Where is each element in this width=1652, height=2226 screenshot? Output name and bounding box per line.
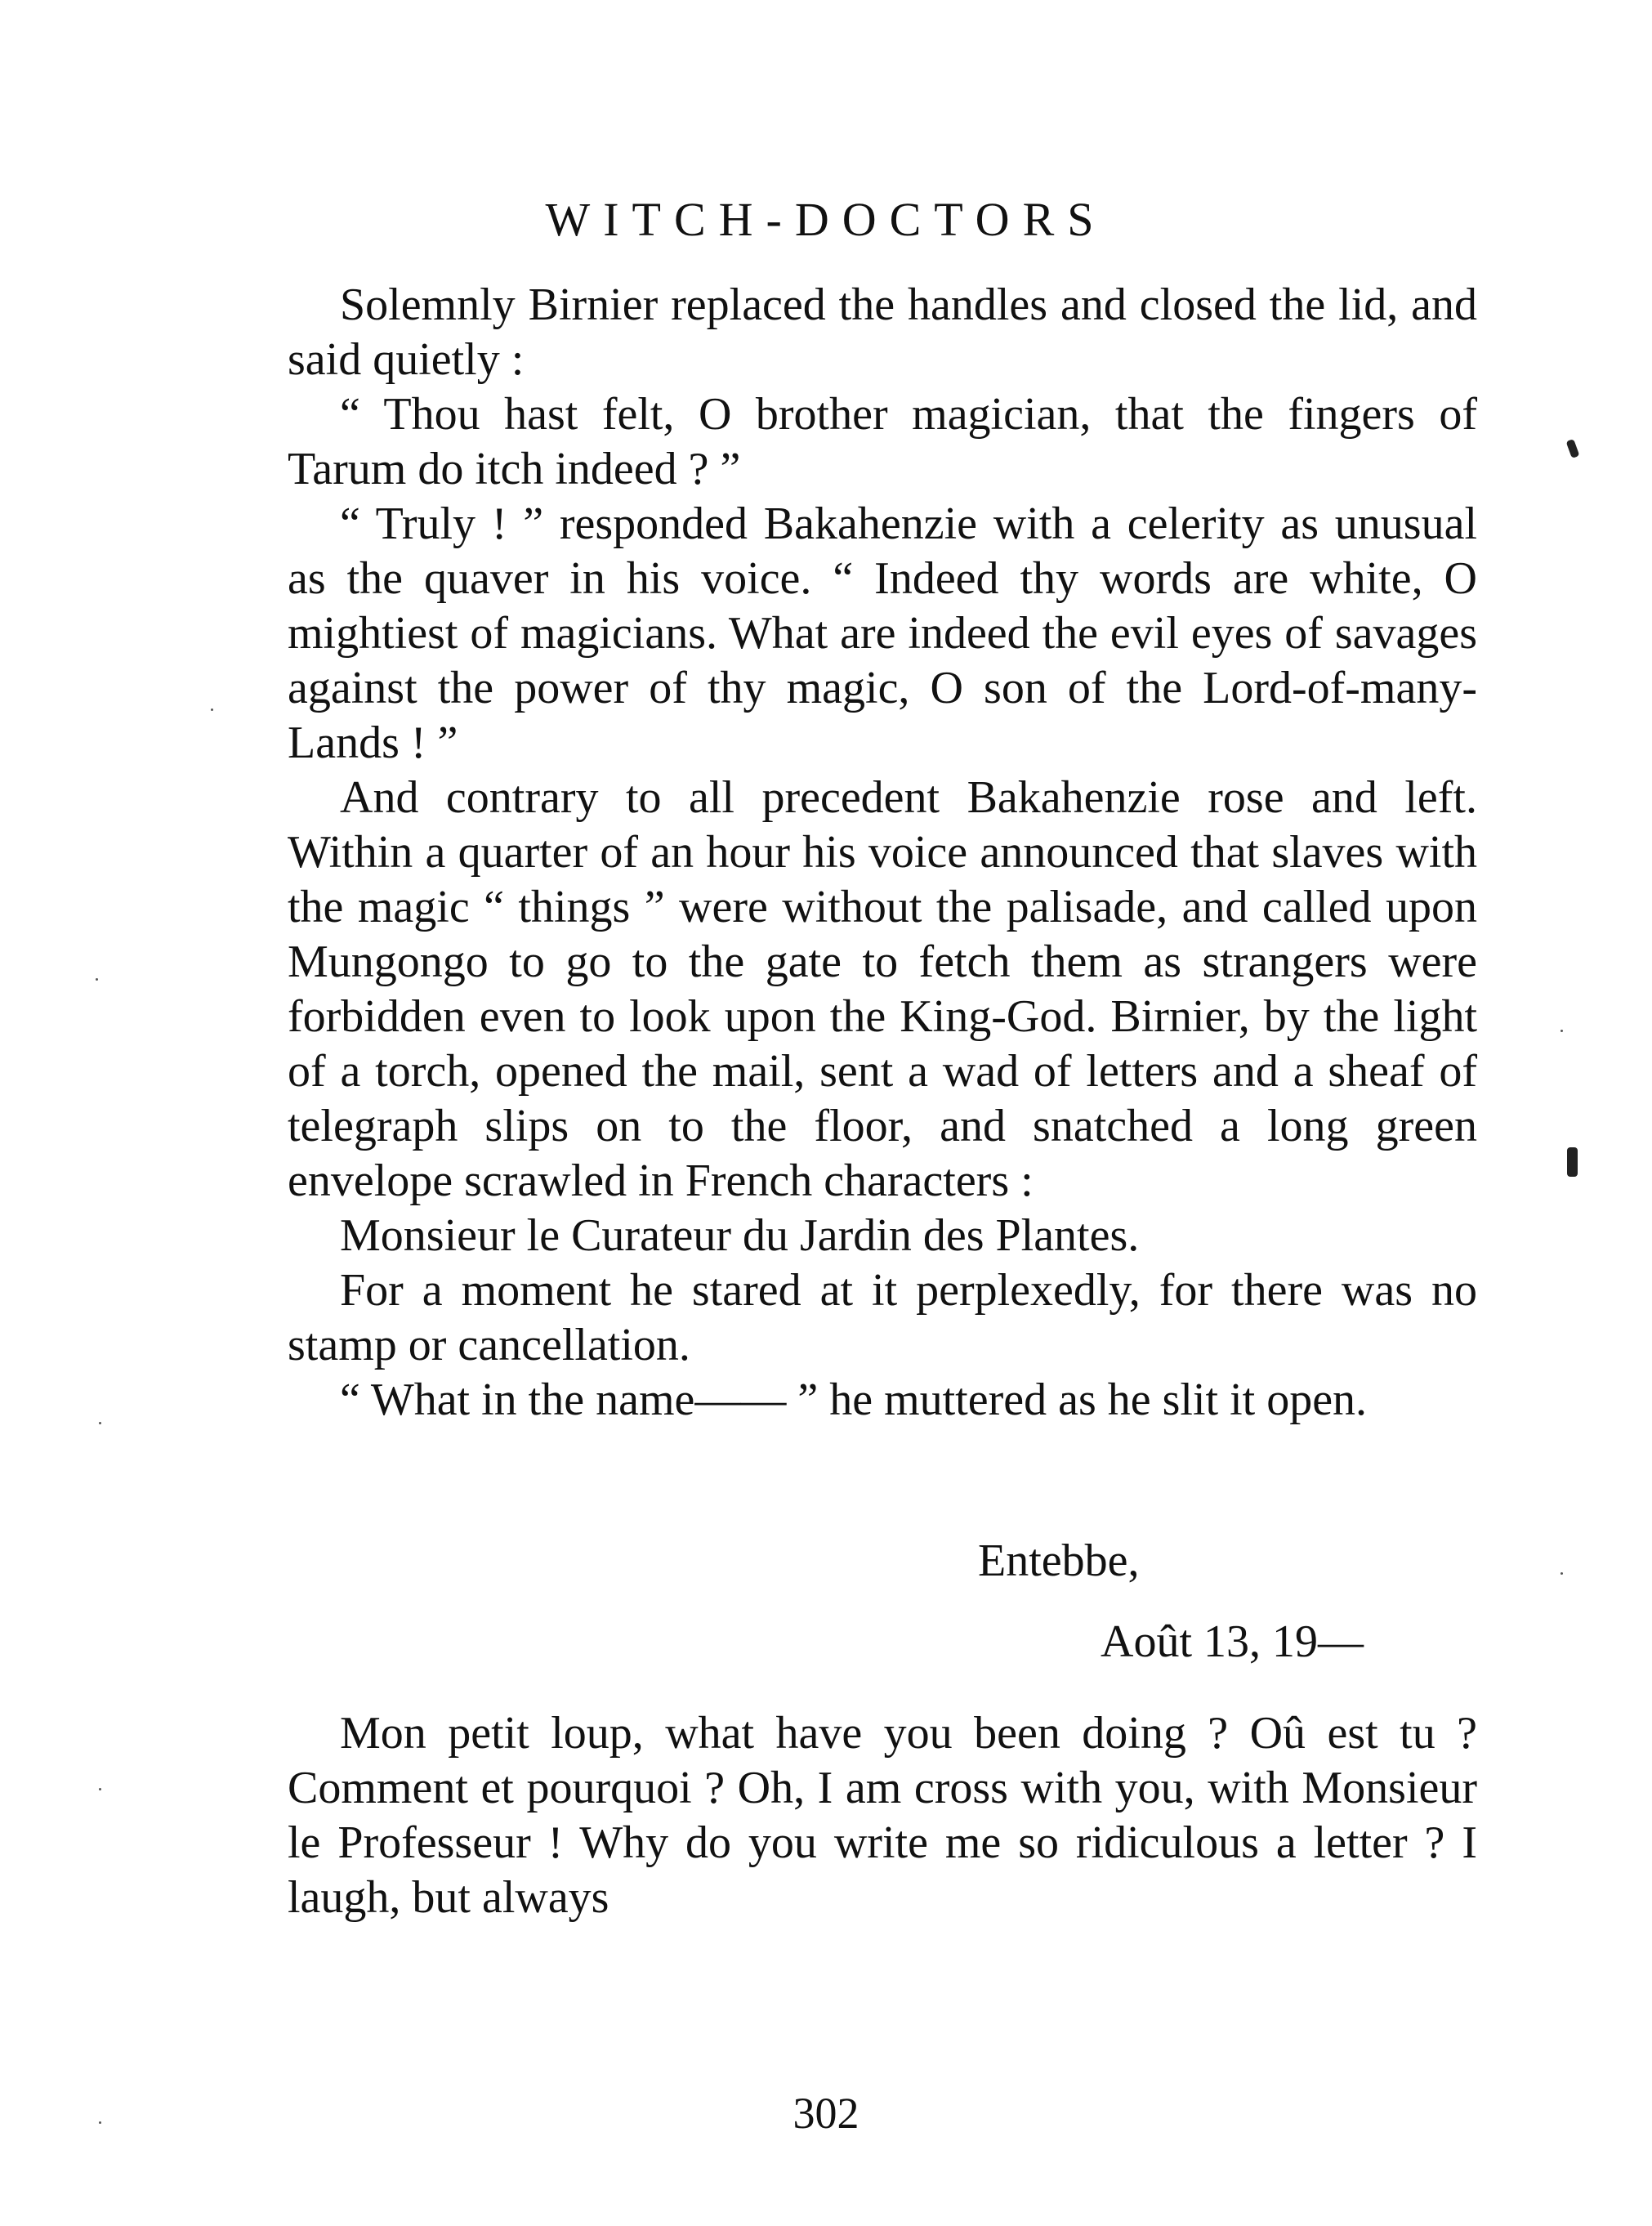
letter-place: Entebbe, bbox=[978, 1535, 1140, 1586]
paragraph: “ Truly ! ” responded Bakahenzie with a celerity as unusual as the quaver in his voice. “ Indeed thy words are white, O mightiest of magicians. What are indeed the evil eyes of savages against the power of thy magic, O son of the Lord-of-many-Lands ! ” bbox=[288, 498, 1477, 768]
margin-speck bbox=[211, 708, 213, 711]
margin-mark bbox=[1567, 1147, 1578, 1177]
margin-speck bbox=[99, 1788, 101, 1790]
margin-speck bbox=[1560, 1572, 1563, 1575]
margin-speck bbox=[99, 2121, 101, 2124]
margin-speck bbox=[99, 1422, 101, 1424]
letter-opening-paragraph: Mon petit loup, what have you been doing ? Oû est tu ? Comment et pourquoi ? Oh, I am cross with you, with Monsieur le Professeur ! Why do you write me so ridiculous a letter ? I laugh, but always bbox=[288, 1708, 1477, 1923]
margin-mark bbox=[1566, 439, 1580, 458]
margin-speck bbox=[96, 978, 98, 981]
paragraph: And contrary to all precedent Bakahenzie rose and left. Within a quarter of an hour his voice announced that slaves with the magic “ things ” were without the palisade, and called upon Mungongo to go to the gate to fetch them as strangers were forbidden even to look upon the King-God. Birnier, by the light of a torch, opened the mail, sent a wad of letters and a sheaf of telegraph slips on to the floor, and snatched a long green envelope scrawled in French characters : bbox=[288, 772, 1477, 1206]
running-head: WITCH-DOCTORS bbox=[545, 193, 1107, 246]
page-number: 302 bbox=[793, 2089, 859, 2138]
envelope-address: Monsieur le Curateur du Jardin des Plantes. bbox=[340, 1210, 1140, 1261]
paragraph: “ What in the name—— ” he muttered as he slit it open. bbox=[340, 1374, 1368, 1425]
body-text bbox=[288, 278, 1477, 1925]
paragraph: “ Thou hast felt, O brother magician, that the fingers of Tarum do itch indeed ? ” bbox=[288, 389, 1477, 494]
letter-date: Août 13, 19— bbox=[1101, 1616, 1364, 1667]
margin-speck bbox=[1560, 1030, 1563, 1032]
paragraph: For a moment he stared at it perplexedly, for there was no stamp or cancellation. bbox=[288, 1265, 1477, 1370]
paragraph: Solemnly Birnier replaced the handles and closed the lid, and said quietly : bbox=[288, 279, 1477, 385]
